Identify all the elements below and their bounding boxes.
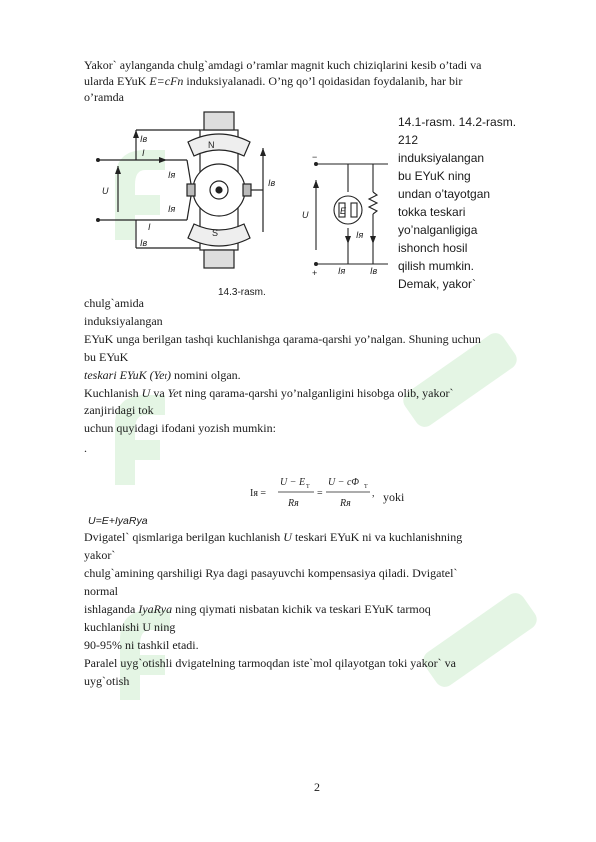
text-line [84,602,431,617]
text-line [84,74,462,89]
watermark-logo [380,300,540,460]
text-line [84,530,462,545]
text-line [84,368,241,384]
label-iya: Iя [338,266,346,276]
text-line: chulg`amida [84,296,144,310]
figure-caption: 14.3-rasm. [218,287,266,298]
text-line: 90-95% ni tashkil etadi. [84,638,199,652]
label-i: I [142,148,145,158]
page-number: 2 [314,780,320,794]
side-text: 212 [398,133,419,147]
formula-numerator: U − E [280,477,306,488]
text-span: U [141,386,151,400]
text-span: ularda EYuK [84,74,150,88]
text-span: Dvigatel` qismlariga berilgan kuchlanish [84,530,284,544]
text-line: o’ramda [84,90,124,104]
text-span: ishlaganda [84,602,139,616]
text-line: Paralel uyg`otishli dvigatelning tarmoqdan iste`mol qilayotgan toki yakor` va [84,656,456,670]
formula-lhs: Iя = [250,488,267,499]
label-iv: Iв [140,134,148,144]
label-iv: Iв [370,266,378,276]
text-span: ning qiymati nisbatan kichik va teskari EYuK tarmoq [172,602,431,616]
text-span: IyaRya [138,602,173,616]
text-line [84,386,454,401]
text-line: kuchlanishi U ning [84,620,176,634]
text-span: nomini olgan. [170,368,241,382]
text-line: uyg`otish [84,674,130,688]
side-text: ishonch hosil [398,241,468,255]
formula-denominator: Rя [340,498,351,509]
label-iya: Iя [168,170,176,180]
formula-numerator: U − cΦ [328,477,360,488]
side-text: 14.1-rasm. 14.2-rasm. [398,115,517,129]
text-line: yakor` [84,548,116,562]
formula-denominator: Rя [288,498,299,509]
formula-equals: = [317,488,323,499]
text-line: . [84,441,87,455]
formula-inline: E=cFn [149,74,184,88]
watermark-logo [400,560,560,720]
formula-subscript: T [306,484,310,490]
text-line: Yakor` aylanganda chulg`amdagi o’ramlar magnit kuch chiziqlarini kesib o’tadi va [84,58,482,72]
label-iv: Iв [268,178,276,188]
formula [250,472,380,512]
text-span: Ye [167,386,179,400]
watermark-logo [95,385,185,495]
circuit-diagram [298,152,393,277]
formula-equation: U=E+IyaRya [88,515,148,527]
side-text: yo’nalganligiga [398,223,478,237]
side-text: tokka teskari [398,205,466,219]
text-line: bu EYuK [84,350,129,364]
text-span: t [164,371,167,381]
text-line: EYuK unga berilgan tashqi kuchlanishga qarama-qarshi yo’nalgan. Shuning uchun [84,332,481,346]
text-yoki: yoki [383,490,405,504]
side-text: induksiyalangan [398,151,485,165]
label-iya: Iя [356,230,364,240]
motor-diagram [88,108,293,274]
text-line: zanjiridagi tok [84,403,154,417]
text-span: U [283,530,292,544]
label-u: U [102,186,109,196]
text-line: chulg`amining qarshiligi Rya dagi pasayuvchi kompensasiya qiladi. Dvigatel` [84,566,458,580]
formula-comma: , [372,488,375,499]
text-span: Kuchlanish [84,386,142,400]
label-n: N [208,140,215,150]
formula-subscript: T [364,484,368,490]
text-span: ) [166,368,171,382]
label-plus: + [312,268,318,277]
text-span: teskari EYuK (Ye [84,368,165,382]
label-u: U [302,210,309,220]
text-line: normal [84,584,118,598]
label-iya: Iя [168,204,176,214]
side-text: undan o’tayotgan [398,187,491,201]
text-line: induksiyalangan [84,314,163,328]
text-line: uchun quyidagi ifodani yozish mumkin: [84,421,276,435]
side-text: qilish mumkin. [398,259,475,273]
text-span: induksiyalanadi. O’ng qo’l qoidasidan foydalanib, har bir [183,74,463,88]
side-text: bu EYuK ning [398,169,471,183]
text-span: teskari EYuK ni va kuchlanishning [291,530,463,544]
text-span: t ning qarama-qarshi yo’nalganligini hisobga olib, yakor` [178,386,454,400]
text-span: va [150,386,168,400]
label-iv: Iв [140,238,148,248]
label-minus: − [312,152,318,162]
side-text: Demak, yakor` [398,277,477,291]
label-i: I [148,222,151,232]
label-e: E [340,206,347,216]
label-s: S [212,228,219,238]
